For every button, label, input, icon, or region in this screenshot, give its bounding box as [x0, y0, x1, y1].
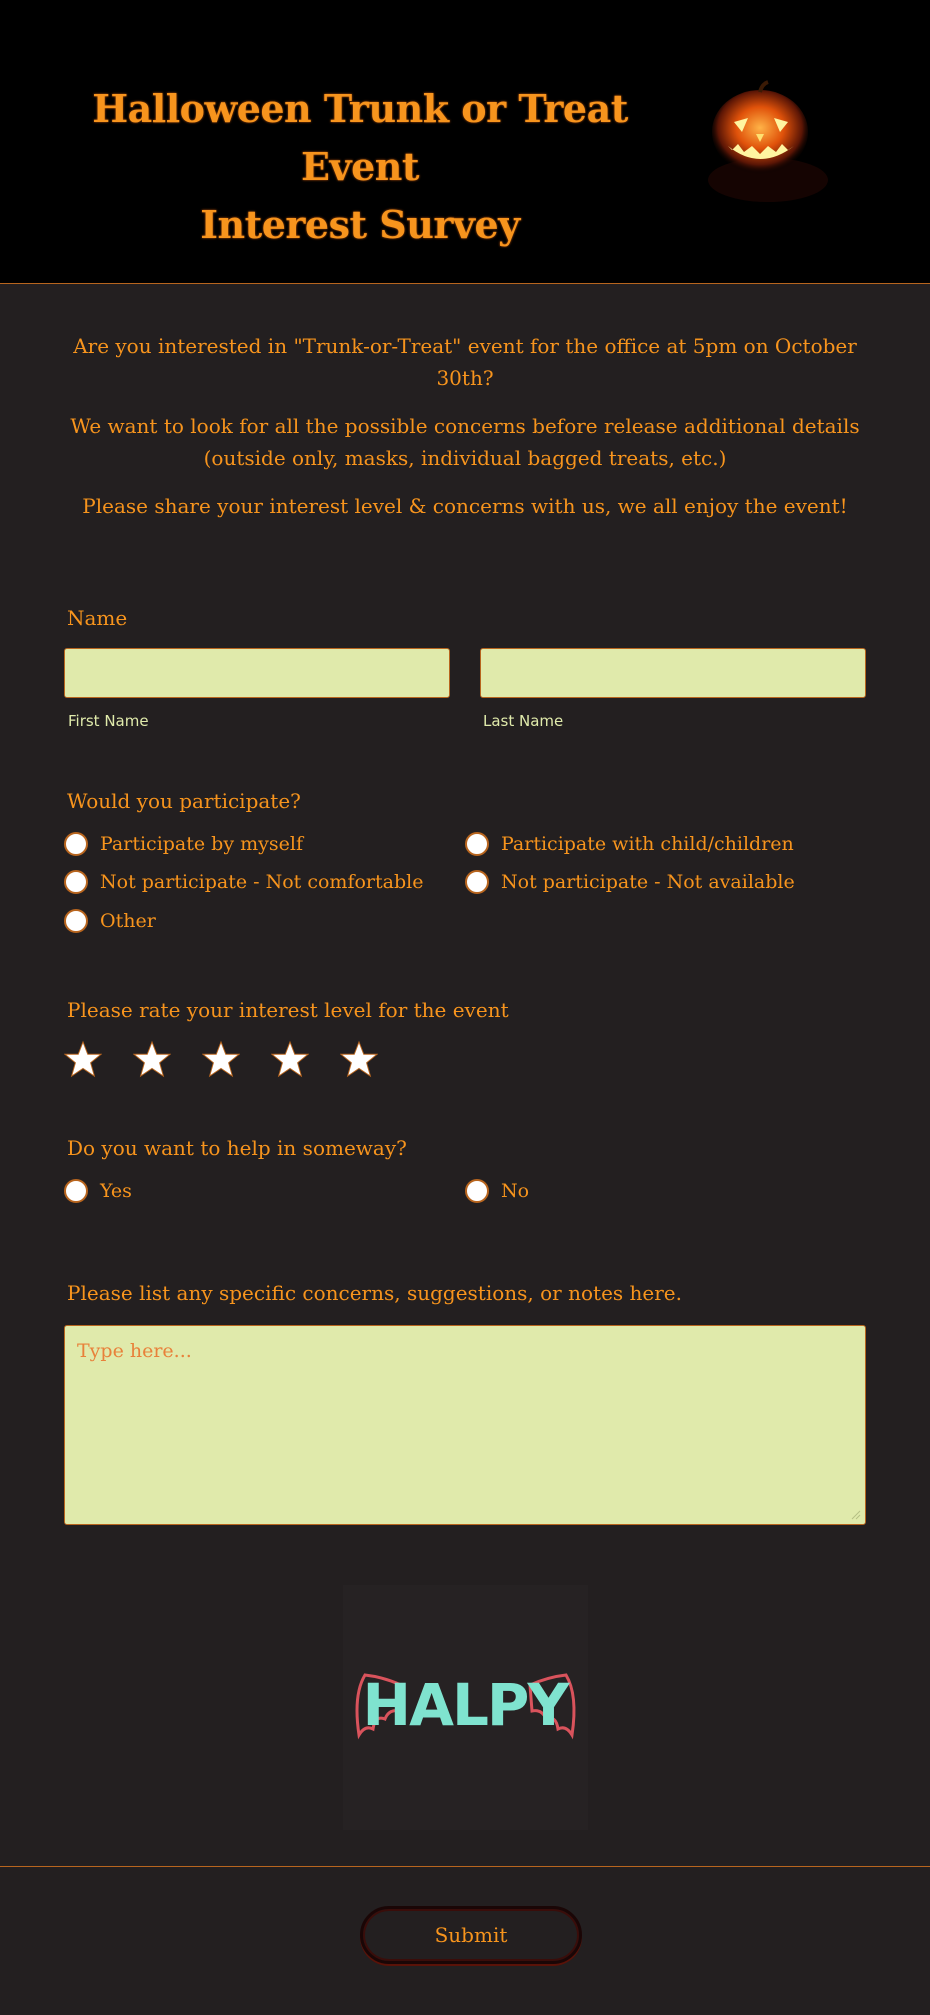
help-option-yes[interactable]	[64, 1179, 132, 1203]
halpy-bat-image	[343, 1585, 588, 1830]
header	[0, 0, 930, 284]
help-option-no[interactable]	[465, 1179, 529, 1203]
intro-paragraph-3: Please share your interest level & concerns with us, we all enjoy the event!	[82, 494, 848, 518]
radio-button[interactable]	[64, 870, 88, 894]
notes-placeholder: Type here...	[77, 1340, 192, 1362]
first-name-sublabel: First Name	[68, 712, 149, 730]
intro-text	[60, 330, 870, 538]
star-icon-2[interactable]	[133, 1040, 171, 1078]
help-label: Do you want to help in someway?	[67, 1136, 407, 1160]
star-icon-5[interactable]	[340, 1040, 378, 1078]
option-label: Not participate - Not comfortable	[100, 871, 424, 893]
star-icon-4[interactable]	[271, 1040, 309, 1078]
participate-option-not-comfortable[interactable]	[64, 870, 423, 894]
radio-button[interactable]	[465, 1179, 489, 1203]
name-label: Name	[67, 606, 128, 630]
first-name-input[interactable]	[64, 648, 450, 698]
radio-button[interactable]	[64, 1179, 88, 1203]
radio-button[interactable]	[465, 870, 489, 894]
participate-label: Would you participate?	[67, 789, 301, 813]
star-icon-1[interactable]	[64, 1040, 102, 1078]
radio-button[interactable]	[64, 909, 88, 933]
form-title	[60, 80, 660, 254]
rating-label: Please rate your interest level for the event	[67, 998, 509, 1022]
notes-textarea[interactable]	[64, 1325, 866, 1525]
option-label: Participate with child/children	[501, 833, 794, 855]
participate-option-with-children[interactable]	[465, 832, 794, 856]
option-label: Other	[100, 910, 156, 932]
halpy-text: HALPY	[362, 1671, 568, 1739]
intro-paragraph-2: We want to look for all the possible concerns before release additional details (outside only, masks, individual bagged treats, etc.)	[70, 414, 860, 470]
radio-button[interactable]	[465, 832, 489, 856]
option-label: Participate by myself	[100, 833, 303, 855]
jack-o-lantern-icon	[690, 80, 850, 220]
participate-option-other[interactable]	[64, 909, 156, 933]
form-title-line2: Interest Survey	[200, 202, 520, 247]
intro-paragraph-1: Are you interested in "Trunk-or-Treat" event for the office at 5pm on October 30th?	[73, 334, 857, 390]
last-name-sublabel: Last Name	[483, 712, 564, 730]
form-title-line1: Halloween Trunk or Treat Event	[92, 86, 628, 189]
option-label: Not participate - Not available	[501, 871, 795, 893]
option-label: Yes	[100, 1180, 132, 1202]
footer-divider	[0, 1866, 930, 1867]
last-name-input[interactable]	[480, 648, 866, 698]
submit-button[interactable]: Submit	[360, 1906, 582, 1964]
bat-wings-icon	[343, 1585, 588, 1830]
participate-option-not-available[interactable]	[465, 870, 795, 894]
participate-option-myself[interactable]	[64, 832, 303, 856]
radio-button[interactable]	[64, 832, 88, 856]
resize-grip-icon[interactable]	[849, 1508, 861, 1520]
notes-label: Please list any specific concerns, suggestions, or notes here.	[67, 1281, 682, 1305]
option-label: No	[501, 1180, 530, 1202]
star-icon-3[interactable]	[202, 1040, 240, 1078]
